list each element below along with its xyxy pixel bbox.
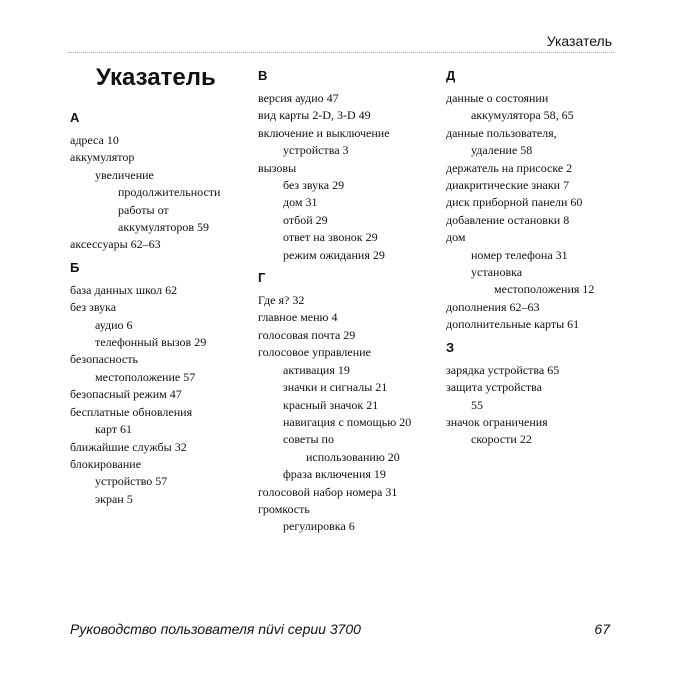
index-entry: безопасный режим 47 <box>70 387 182 402</box>
index-entry: включение и выключение <box>258 125 390 140</box>
running-header: Указатель <box>546 33 612 49</box>
index-entry: значок ограничения <box>446 414 548 429</box>
index-section-letter: Д <box>446 68 456 83</box>
index-entry: вид карты 2-D, 3-D 49 <box>258 108 371 123</box>
index-column-3 <box>446 66 626 449</box>
index-section-letter: З <box>446 339 455 355</box>
index-entry: громкость <box>258 501 310 516</box>
index-entry: Где я? 32 <box>258 293 305 308</box>
index-entry: голосовая почта 29 <box>258 327 356 342</box>
index-entry: зарядка устройства 65 <box>446 362 560 377</box>
index-entry: версия аудио 47 <box>258 91 339 105</box>
index-column-2 <box>258 66 438 536</box>
index-entry: вызовы <box>258 160 297 175</box>
index-entry: фраза включения 19 <box>283 467 386 482</box>
index-entry: защита устройства <box>446 380 542 395</box>
index-entry: аккумуляторов 59 <box>118 220 209 235</box>
index-entry: данные пользователя, <box>446 125 557 140</box>
index-entry: отбой 29 <box>283 212 328 227</box>
index-entry: использованию 20 <box>306 449 400 464</box>
index-entry: держатель на присоске 2 <box>446 160 573 175</box>
index-entry: 55 <box>471 397 483 412</box>
index-entry: работы от <box>118 202 169 217</box>
index-entry: адреса 10 <box>70 133 119 147</box>
header-divider <box>68 52 614 53</box>
index-section-letter: Б <box>70 259 80 275</box>
index-entry: ближайшие службы 32 <box>70 439 187 454</box>
index-entry: аккумулятора 58, 65 <box>471 108 574 123</box>
index-entry: ответ на звонок 29 <box>283 230 378 245</box>
index-entry: телефонный вызов 29 <box>95 335 207 350</box>
index-entry: диск приборной панели 60 <box>446 195 583 210</box>
index-entry: режим ожидания 29 <box>283 247 385 262</box>
index-entry: регулировка 6 <box>283 519 355 534</box>
index-entry: красный значок 21 <box>283 397 379 412</box>
page-title: Указатель <box>96 64 216 91</box>
index-entry: местоположения 12 <box>494 282 595 297</box>
index-entry: скорости 22 <box>471 432 532 447</box>
index-entry: устройства 3 <box>283 143 349 158</box>
index-entry: устройство 57 <box>95 474 168 489</box>
index-entry: значки и сигналы 21 <box>283 380 388 395</box>
index-entry: голосовой набор номера 31 <box>258 484 398 499</box>
index-entry: местоположение 57 <box>95 369 196 384</box>
index-entry: аудио 6 <box>95 317 133 332</box>
index-entry: продолжительности <box>118 185 221 200</box>
index-entry: блокирование <box>70 456 142 471</box>
index-entry: дополнения 62–63 <box>446 299 540 314</box>
index-entry: без звука <box>70 300 117 315</box>
index-entry: установка <box>471 265 523 280</box>
index-entry: дом 31 <box>283 195 318 210</box>
index-entry: номер телефона 31 <box>471 247 568 262</box>
index-entry: советы по <box>283 432 334 447</box>
index-entry: карт 61 <box>95 422 133 437</box>
index-entry: аксессуары 62–63 <box>70 237 161 252</box>
index-entry: активация 19 <box>283 362 350 377</box>
index-entry: голосовое управление <box>258 345 371 360</box>
index-entry: добавление остановки 8 <box>446 212 570 227</box>
index-entry: без звука 29 <box>283 178 345 193</box>
index-entry: удаление 58 <box>471 143 533 158</box>
page-number: 67 <box>594 621 610 637</box>
index-entry: дополнительные карты 61 <box>446 317 580 332</box>
index-section-letter: В <box>258 68 268 83</box>
index-section-letter: Г <box>258 270 266 286</box>
index-section-letter: А <box>70 110 80 125</box>
index-entry: база данных школ 62 <box>70 282 178 297</box>
index-column-1 <box>70 108 250 508</box>
index-entry: главное меню 4 <box>258 310 338 325</box>
index-entry: аккумулятор <box>70 150 135 165</box>
index-entry: безопасность <box>70 352 138 367</box>
index-entry: диакритические знаки 7 <box>446 178 570 193</box>
index-entry: увеличение <box>95 167 154 182</box>
index-entry: данные о состоянии <box>446 91 549 105</box>
index-entry: экран 5 <box>95 491 133 506</box>
index-entry: навигация с помощью 20 <box>283 414 412 429</box>
index-entry: бесплатные обновления <box>70 404 193 419</box>
index-entry: дом <box>446 230 466 245</box>
footer-manual-title: Руководство пользователя nüvi серии 3700 <box>70 621 361 637</box>
